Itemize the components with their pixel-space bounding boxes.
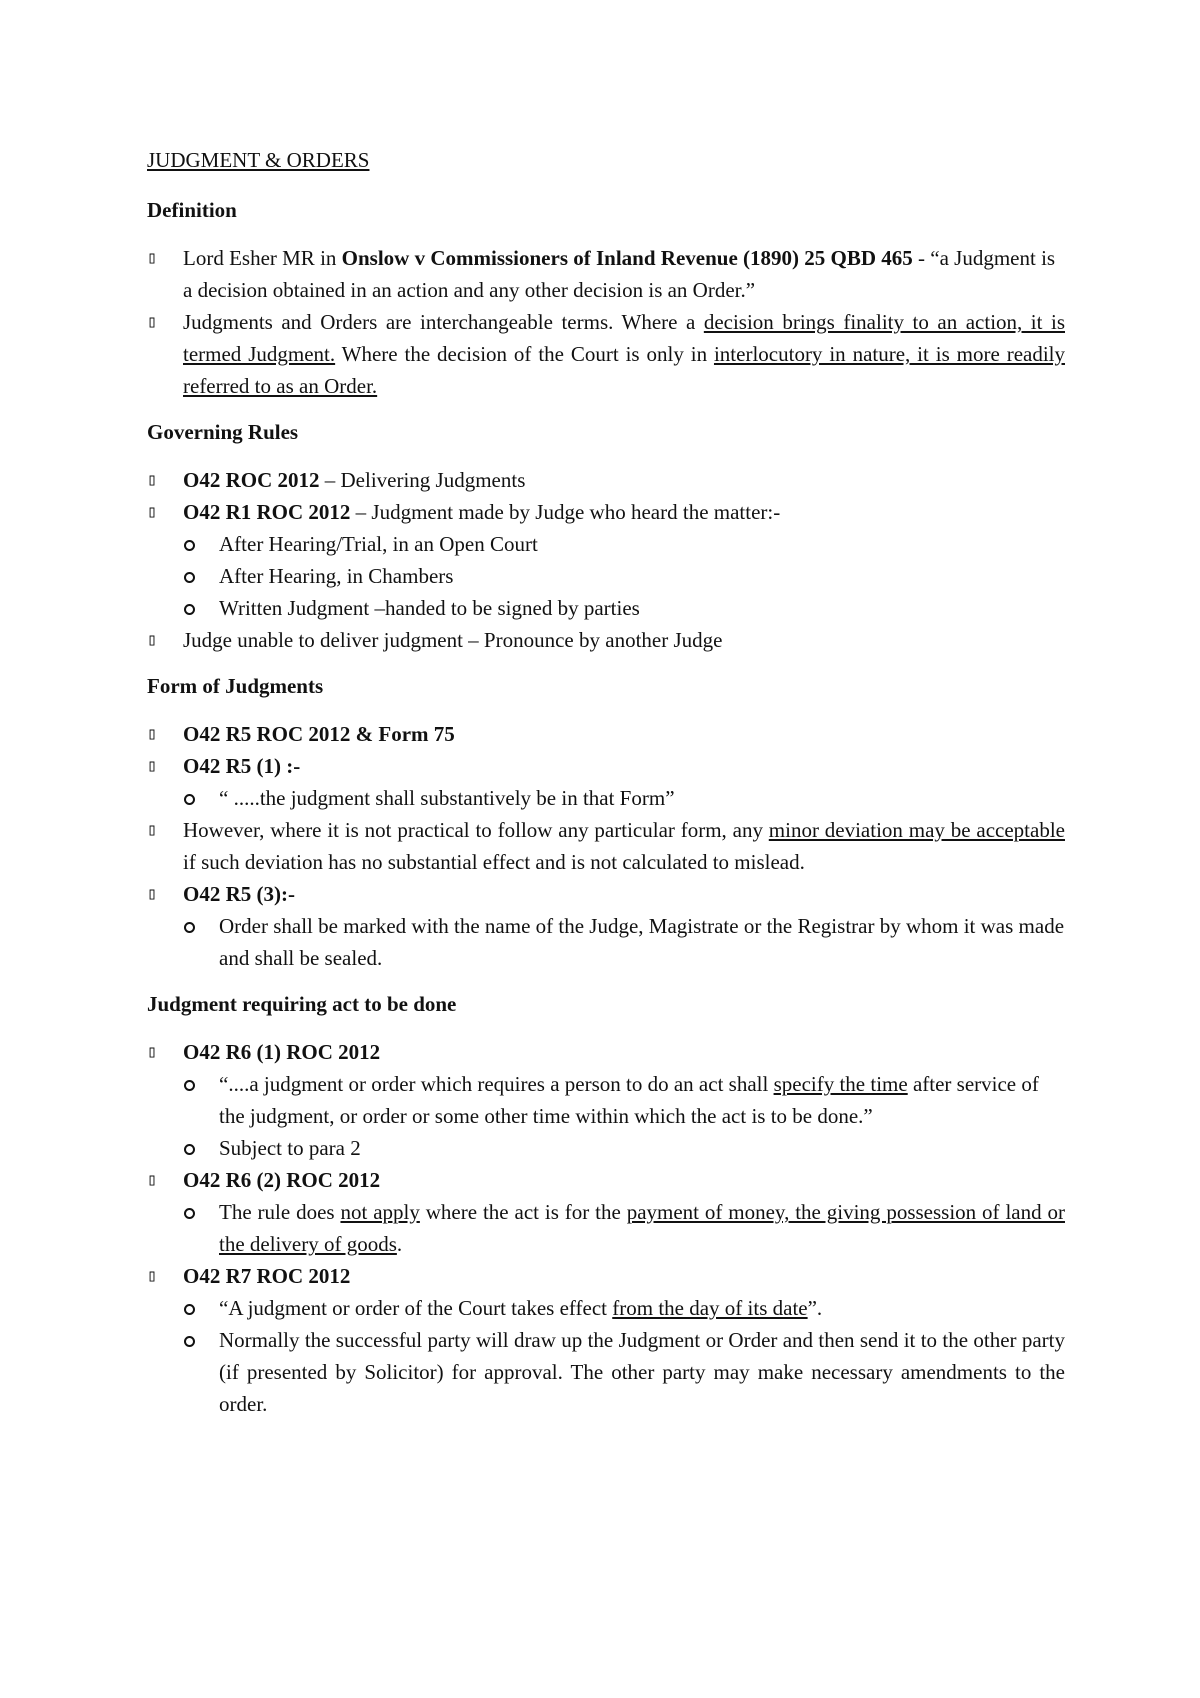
case-citation: Onslow v Commissioners of Inland Revenue (1890) 25 QBD 465 [341, 246, 913, 270]
page-title: JUDGMENT & ORDERS [147, 148, 370, 172]
rule-ref: O42 R5 (3):- [183, 882, 295, 906]
text: After Hearing/Trial, in an Open Court [219, 532, 538, 556]
circle-bullet-icon [184, 1080, 195, 1091]
sub-item [147, 560, 1065, 592]
rule-ref: O42 R6 (2) ROC 2012 [183, 1168, 381, 1192]
text: ”. [807, 1296, 823, 1320]
sub-item [147, 592, 1065, 624]
bullet-icon: ▯ [147, 884, 158, 904]
list-item [147, 878, 1065, 974]
text: The rule does [219, 1200, 341, 1224]
text: “....a judgment or order which requires a person to do an act shall [219, 1072, 774, 1096]
text: – Judgment made by Judge who heard the matter:- [350, 500, 781, 524]
list-item [147, 306, 1065, 402]
sub-item [147, 1196, 1065, 1260]
text: Normally the successful party will draw up the Judgment or Order and then send it to the other party (if presented by Solicitor) for approval. The other party may make necessary amendments to the order. [219, 1328, 1065, 1416]
underlined-text: interlocutory in nature, it is more readily referred to as an Order. [183, 342, 1065, 398]
sub-list [147, 1292, 1065, 1420]
bullet-icon: ▯ [147, 756, 158, 776]
list-item [147, 814, 1065, 878]
list-item [147, 1036, 1065, 1164]
text: Where the decision of the Court is only in [335, 342, 714, 366]
text: After Hearing, in Chambers [219, 564, 454, 588]
circle-bullet-icon [184, 1304, 195, 1315]
text: Judgments and Orders are interchangeable terms. Where a [183, 310, 704, 334]
list-item [147, 718, 1065, 750]
sub-item [147, 1132, 1065, 1164]
rule-ref: O42 R7 ROC 2012 [183, 1264, 351, 1288]
circle-bullet-icon [184, 1208, 195, 1219]
list-item [147, 624, 1065, 656]
rule-ref: O42 R5 ROC 2012 & Form 75 [183, 722, 455, 746]
bullet-icon: ▯ [147, 248, 158, 268]
underlined-text: payment of money, the giving possession of land or the delivery of goods [219, 1200, 1065, 1256]
text: . [396, 1232, 403, 1256]
circle-bullet-icon [184, 604, 195, 615]
bullet-icon: ▯ [147, 820, 158, 840]
sub-list [147, 528, 1065, 624]
list-item [147, 464, 1065, 496]
underlined-text: minor deviation may be acceptable [768, 818, 1065, 842]
bullet-icon: ▯ [147, 1266, 158, 1286]
sub-item [147, 782, 1065, 814]
text: after service of the judgment, or order or some other time within which the act is to be done.” [219, 1072, 1039, 1128]
heading-definition: Definition [147, 198, 237, 222]
circle-bullet-icon [184, 572, 195, 583]
sub-item [147, 528, 1065, 560]
bullet-icon: ▯ [147, 502, 158, 522]
document-body [147, 144, 1065, 1434]
sub-list [147, 910, 1065, 974]
text: Lord Esher MR in [183, 246, 342, 270]
circle-bullet-icon [184, 1336, 195, 1347]
text: Written Judgment –handed to be signed by parties [219, 596, 640, 620]
text: Subject to para 2 [219, 1136, 361, 1160]
circle-bullet-icon [184, 922, 195, 933]
text: “ .....the judgment shall substantively be in that Form” [219, 786, 675, 810]
sub-list [147, 1068, 1065, 1164]
heading-governing-rules: Governing Rules [147, 420, 299, 444]
bullet-icon: ▯ [147, 724, 158, 744]
bullet-icon: ▯ [147, 312, 158, 332]
rule-ref: O42 R1 ROC 2012 [183, 500, 351, 524]
act-list [147, 1036, 1065, 1420]
list-item [147, 496, 1065, 624]
text: if such deviation has no substantial effect and is not calculated to mislead. [183, 850, 805, 874]
text: However, where it is not practical to follow any particular form, any [183, 818, 769, 842]
rule-ref: O42 ROC 2012 [183, 468, 320, 492]
circle-bullet-icon [184, 540, 195, 551]
bullet-icon: ▯ [147, 1042, 158, 1062]
sub-item [147, 1068, 1065, 1132]
heading-judgment-act: Judgment requiring act to be done [147, 992, 457, 1016]
text: – Delivering Judgments [319, 468, 526, 492]
sub-item [147, 910, 1065, 974]
bullet-icon: ▯ [147, 470, 158, 490]
bullet-icon: ▯ [147, 1170, 158, 1190]
text: where the act is for the [419, 1200, 627, 1224]
sub-item [147, 1292, 1065, 1324]
circle-bullet-icon [184, 794, 195, 805]
underlined-text: from the day of its date [612, 1296, 808, 1320]
text: Order shall be marked with the name of the Judge, Magistrate or the Registrar by whom it was made and shall be sealed. [219, 914, 1065, 970]
governing-rules-list [147, 464, 1065, 656]
text: Judge unable to deliver judgment – Pronounce by another Judge [183, 628, 723, 652]
underlined-text: specify the time [773, 1072, 908, 1096]
circle-bullet-icon [184, 1144, 195, 1155]
heading-form-of-judgments: Form of Judgments [147, 674, 324, 698]
form-list [147, 718, 1065, 974]
definition-list [147, 242, 1065, 402]
text: - “a Judgment is a decision obtained in an action and any other decision is an Order.” [183, 246, 1056, 302]
rule-ref: O42 R6 (1) ROC 2012 [183, 1040, 381, 1064]
text: “A judgment or order of the Court takes effect [219, 1296, 613, 1320]
list-item [147, 242, 1065, 306]
underlined-text: not apply [340, 1200, 420, 1224]
list-item [147, 1260, 1065, 1420]
sub-list [147, 782, 1065, 814]
bullet-icon: ▯ [147, 630, 158, 650]
sub-list [147, 1196, 1065, 1260]
list-item [147, 750, 1065, 814]
sub-item [147, 1324, 1065, 1420]
rule-ref: O42 R5 (1) :- [183, 754, 301, 778]
underlined-text: decision brings finality to an action, it is termed Judgment. [183, 310, 1065, 366]
list-item [147, 1164, 1065, 1260]
